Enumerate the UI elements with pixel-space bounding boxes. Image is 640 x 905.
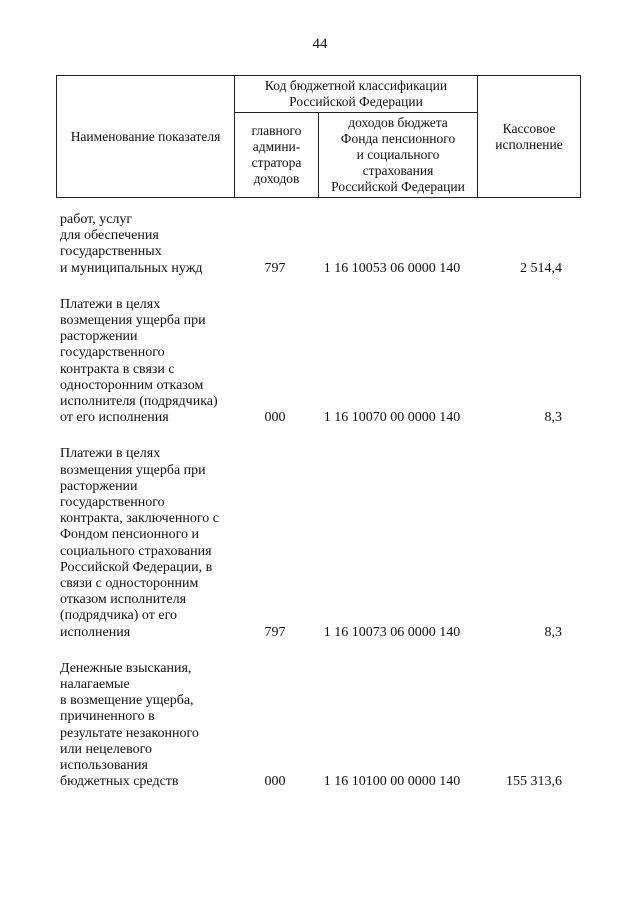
row-admin-code: 000 [264,774,286,790]
table-body [56,212,562,791]
page-number: 44 [312,36,328,52]
table-row [56,661,562,791]
header-name-column: Наименование показателя [57,76,235,198]
row-name: Денежные взыскания, налагаемые в возмещение ущерба, причиненного в результате незаконного или нецелевого использования бюджетных средств [60,660,199,790]
header-income-column: доходов бюджета Фонда пенсионного и социального страхования Российской Федерации [319,113,478,198]
header-group-title: Код бюджетной классификации Российской Федерации [235,76,478,113]
header-admin-column: главного админи- стратора доходов [235,113,319,198]
table-header [56,75,581,198]
row-admin-code: 797 [264,624,286,640]
row-amount: 155 313,6 [506,774,562,790]
row-amount: 8,3 [544,624,562,640]
row-spacer [56,641,562,661]
row-income-code: 1 16 10100 00 0000 140 [323,774,461,790]
row-income-code: 1 16 10053 06 0000 140 [323,260,461,276]
table-row [56,446,562,640]
row-spacer [56,277,562,297]
row-name: работ, услуг для обеспечения государственных и муниципальных нужд [60,212,203,276]
row-income-code: 1 16 10073 06 0000 140 [323,624,461,640]
row-amount: 2 514,4 [520,260,562,276]
row-income-code: 1 16 10070 00 0000 140 [323,410,461,426]
row-name: Платежи в целях возмещения ущерба при расторжении государственного контракта в связи с односторонним отказом исполнителя (подрядчика) от его исполнения [60,296,218,426]
table-row [56,297,562,427]
row-name: Платежи в целях возмещения ущерба при расторжении государственного контракта, заключенного с Фондом пенсионного и социального страхования Российской Федерации, в связи с односторонним отказом исполнителя (подрядчика) от его исполнения [60,446,220,640]
header-execution-column: Кассовое исполнение [478,76,581,198]
row-admin-code: 797 [264,260,286,276]
table-row [56,212,562,277]
row-admin-code: 000 [264,410,286,426]
row-amount: 8,3 [544,410,562,426]
row-spacer [56,426,562,446]
